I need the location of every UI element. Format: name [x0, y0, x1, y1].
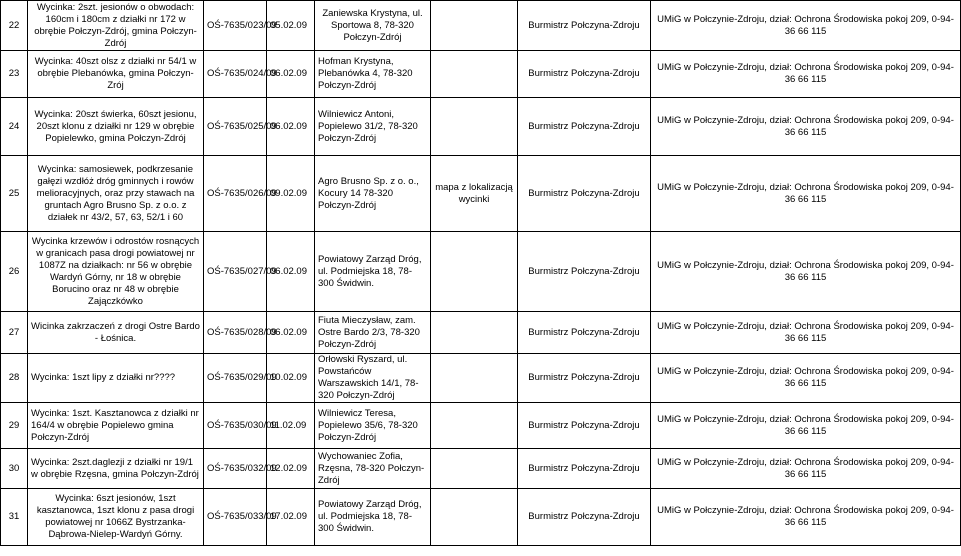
description-cell: Wycinka: samosiewek, podkrzesanie gałęzi wzdłóż dróg gminnych i rowów melioracyjnych, oraz przy stawach na gruntach Agro Brusno Sp. z o.o. z działek nr 43/2, 57, 63, 52/1 i 60 — [28, 156, 204, 232]
authority-cell: Burmistrz Połczyna-Zdroju — [518, 403, 651, 449]
place-cell: UMiG w Połczynie-Zdroju, dział: Ochrona Środowiska pokoj 209, 0-94-36 66 115 — [651, 156, 961, 232]
authority-cell: Burmistrz Połczyna-Zdroju — [518, 232, 651, 312]
date-cell: 06.02.09 — [267, 312, 315, 354]
date-cell: 10.02.09 — [267, 354, 315, 403]
signature-cell: OŚ-7635/028/09 — [204, 312, 267, 354]
signature-cell: OŚ-7635/032/09 — [204, 449, 267, 489]
table-row — [1, 403, 961, 449]
place-cell: UMiG w Połczynie-Zdroju, dział: Ochrona Środowiska pokoj 209, 0-94-36 66 115 — [651, 1, 961, 51]
row-number: 27 — [1, 312, 28, 354]
description-cell: Wycinka: 20szt świerka, 60szt jesionu, 20szt klonu z działki nr 129 w obrębie Popielewko, gmina Połczyn-Zdrój — [28, 98, 204, 156]
place-cell: UMiG w Połczynie-Zdroju, dział: Ochrona Środowiska pokoj 209, 0-94-36 66 115 — [651, 312, 961, 354]
table-row — [1, 1, 961, 51]
authority-cell: Burmistrz Połczyna-Zdroju — [518, 354, 651, 403]
signature-cell: OŚ-7635/026/09 — [204, 156, 267, 232]
signature-cell: OŚ-7635/025/09 — [204, 98, 267, 156]
date-cell: 05.02.09 — [267, 1, 315, 51]
applicant-cell: Hofman Krystyna, Plebanówka 4, 78-320 Połczyn-Zdrój — [315, 51, 431, 98]
description-cell: Wycinka: 40szt olsz z działki nr 54/1 w obrębie Plebanówka, gmina Połczyn-Zrój — [28, 51, 204, 98]
description-cell: Wycinka: 2szt. jesionów o obwodach: 160cm i 180cm z działki nr 172 w obrębie Połczyn-Zdrój, gmina Połczyn-Zdrój — [28, 1, 204, 51]
signature-cell: OŚ-7635/029/09 — [204, 354, 267, 403]
table-row — [1, 312, 961, 354]
description-cell: Wycinka: 1szt. Kasztanowca z działki nr 164/4 w obrębie Popielewo gmina Połczyn-Zdrój — [28, 403, 204, 449]
date-cell: 11.02.09 — [267, 403, 315, 449]
applicant-cell: Powiatowy Zarząd Dróg, ul. Podmiejska 18, 78-300 Świdwin. — [315, 232, 431, 312]
place-cell: UMiG w Połczynie-Zdroju, dział: Ochrona Środowiska pokoj 209, 0-94-36 66 115 — [651, 403, 961, 449]
table-row — [1, 51, 961, 98]
authority-cell: Burmistrz Połczyna-Zdroju — [518, 449, 651, 489]
description-cell: Wycinka: 1szt lipy z działki nr???? — [28, 354, 204, 403]
table-row — [1, 489, 961, 546]
row-number: 23 — [1, 51, 28, 98]
applicant-cell: Agro Brusno Sp. z o. o., Kocury 14 78-320 Połczyn-Zdrój — [315, 156, 431, 232]
applicant-cell: Wilniewicz Antoni, Popielewo 31/2, 78-320 Połczyn-Zdrój — [315, 98, 431, 156]
register-rows — [1, 1, 961, 546]
note-cell — [431, 489, 518, 546]
table-row — [1, 156, 961, 232]
applicant-cell: Zaniewska Krystyna, ul. Sportowa 8, 78-320 Połczyn-Zdrój — [315, 1, 431, 51]
place-cell: UMiG w Połczynie-Zdroju, dział: Ochrona Środowiska pokoj 209, 0-94-36 66 115 — [651, 449, 961, 489]
date-cell: 17.02.09 — [267, 489, 315, 546]
table-row — [1, 98, 961, 156]
row-number: 26 — [1, 232, 28, 312]
authority-cell: Burmistrz Połczyna-Zdroju — [518, 489, 651, 546]
place-cell: UMiG w Połczynie-Zdroju, dział: Ochrona Środowiska pokoj 209, 0-94-36 66 115 — [651, 98, 961, 156]
applicant-cell: Powiatowy Zarząd Dróg, ul. Podmiejska 18, 78-300 Świdwin. — [315, 489, 431, 546]
note-cell — [431, 232, 518, 312]
applicant-cell: Wilniewicz Teresa, Popielewo 35/6, 78-320 Połczyn-Zdrój — [315, 403, 431, 449]
note-cell — [431, 449, 518, 489]
applicant-cell: Wychowaniec Zofia, Rzęsna, 78-320 Połczyn-Zdrój — [315, 449, 431, 489]
signature-cell: OŚ-7635/027/09 — [204, 232, 267, 312]
row-number: 28 — [1, 354, 28, 403]
table-row — [1, 449, 961, 489]
place-cell: UMiG w Połczynie-Zdroju, dział: Ochrona Środowiska pokoj 209, 0-94-36 66 115 — [651, 354, 961, 403]
place-cell: UMiG w Połczynie-Zdroju, dział: Ochrona Środowiska pokoj 209, 0-94-36 66 115 — [651, 489, 961, 546]
authority-cell: Burmistrz Połczyna-Zdroju — [518, 51, 651, 98]
table-row — [1, 232, 961, 312]
date-cell: 06.02.09 — [267, 232, 315, 312]
row-number: 25 — [1, 156, 28, 232]
signature-cell: OŚ-7635/023/09 — [204, 1, 267, 51]
row-number: 29 — [1, 403, 28, 449]
note-cell — [431, 51, 518, 98]
date-cell: 06.02.09 — [267, 98, 315, 156]
description-cell: Wycinka: 6szt jesionów, 1szt kasztanowca, 1szt klonu z pasa drogi powiatowej nr 1066Z Bystrzanka-Dąbrowa-Nielep-Wardyń Górny. — [28, 489, 204, 546]
place-cell: UMiG w Połczynie-Zdroju, dział: Ochrona Środowiska pokoj 209, 0-94-36 66 115 — [651, 232, 961, 312]
note-cell — [431, 98, 518, 156]
authority-cell: Burmistrz Połczyna-Zdroju — [518, 156, 651, 232]
description-cell: Wycinka krzewów i odrostów rosnących w granicach pasa drogi powiatowej nr 1087Z na działkach: nr 56 w obrębie Wardyń Górny, nr 18 w obrębie Borucino oraz nr 48 w obrębie Zajączkówko — [28, 232, 204, 312]
signature-cell: OŚ-7635/024/09 — [204, 51, 267, 98]
signature-cell: OŚ-7635/033/09 — [204, 489, 267, 546]
date-cell: 09.02.09 — [267, 156, 315, 232]
note-cell: mapa z lokalizacją wycinki — [431, 156, 518, 232]
row-number: 31 — [1, 489, 28, 546]
row-number: 30 — [1, 449, 28, 489]
row-number: 24 — [1, 98, 28, 156]
note-cell — [431, 403, 518, 449]
place-cell: UMiG w Połczynie-Zdroju, dział: Ochrona Środowiska pokoj 209, 0-94-36 66 115 — [651, 51, 961, 98]
note-cell — [431, 1, 518, 51]
table-row — [1, 354, 961, 403]
date-cell: 06.02.09 — [267, 51, 315, 98]
authority-cell: Burmistrz Połczyna-Zdroju — [518, 312, 651, 354]
row-number: 22 — [1, 1, 28, 51]
signature-cell: OŚ-7635/030/09 — [204, 403, 267, 449]
date-cell: 12.02.09 — [267, 449, 315, 489]
applicant-cell: Fiuta Mieczysław, zam. Ostre Bardo 2/3, 78-320 Połczyn-Zdrój — [315, 312, 431, 354]
note-cell — [431, 312, 518, 354]
authority-cell: Burmistrz Połczyna-Zdroju — [518, 98, 651, 156]
description-cell: Wicinka zakrzaczeń z drogi Ostre Bardo - Łośnica. — [28, 312, 204, 354]
description-cell: Wycinka: 2szt.daglezji z działki nr 19/1 w obrębie Rzęsna, gmina Połczyn-Zdrój — [28, 449, 204, 489]
applicant-cell: Orłowski Ryszard, ul. Powstańców Warszawskich 14/1, 78-320 Połczyn-Zdrój — [315, 354, 431, 403]
note-cell — [431, 354, 518, 403]
authority-cell: Burmistrz Połczyna-Zdroju — [518, 1, 651, 51]
